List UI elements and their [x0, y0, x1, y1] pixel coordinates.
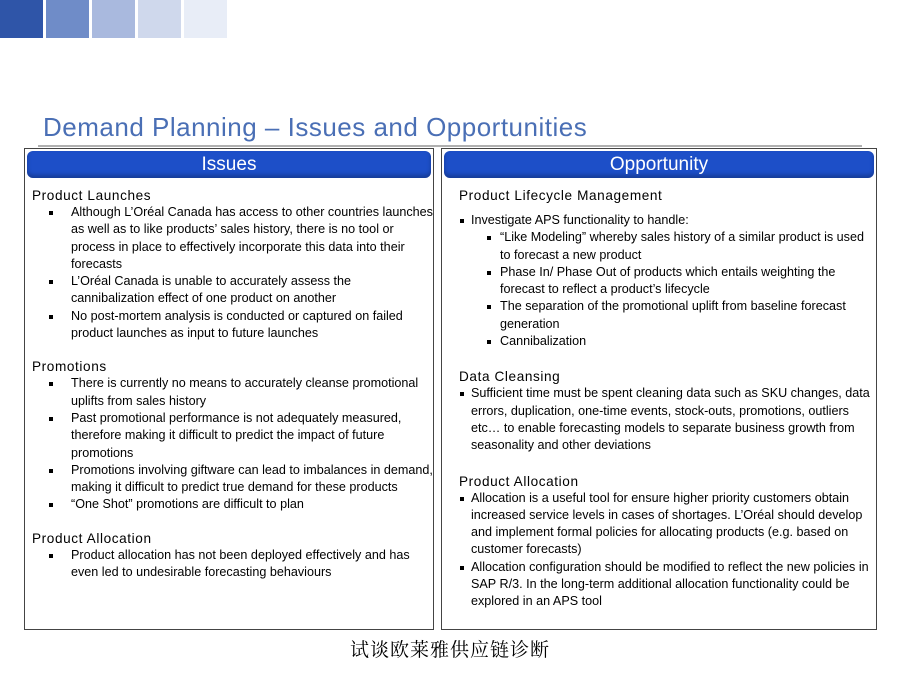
issues-header: Issues	[27, 151, 431, 178]
issues-content	[32, 187, 433, 581]
data-cleansing-list	[459, 385, 876, 454]
list-item: Although L’Oréal Canada has access to other countries launches as well as to like products’ sales history, there is no tool or process in place to effectively incorporate this data into their forecasts	[32, 204, 433, 273]
title-divider	[38, 145, 862, 147]
list-item: Investigate APS functionality to handle:	[459, 212, 876, 229]
decor-square-4	[138, 0, 181, 38]
opportunity-header: Opportunity	[444, 151, 874, 178]
lifecycle-title: Product Lifecycle Management	[459, 188, 663, 203]
opportunity-panel	[441, 148, 877, 630]
promotions-title: Promotions	[32, 359, 107, 375]
product-launches-title: Product Launches	[32, 188, 152, 203]
list-item: Sufficient time must be spent cleaning data such as SKU changes, data errors, duplication, one-time events, stock-outs, promotions, outliers etc… to enable forecasting models to separate business growth from seasonality and other deviations	[459, 385, 876, 454]
list-item: Promotions involving giftware can lead to imbalances in demand, making it difficult to predict true demand for these products	[32, 462, 433, 497]
decor-square-5	[184, 0, 227, 38]
list-item: The separation of the promotional uplift from baseline forecast generation	[459, 298, 876, 333]
list-item: Allocation configuration should be modified to reflect the new policies in SAP R/3. In the long-term additional allocation functionality could be explored in an APS tool	[459, 559, 876, 611]
opportunity-product-allocation-list	[459, 490, 876, 611]
list-item: Allocation is a useful tool for ensure higher priority customers obtain increased service levels in cases of shortages. L’Oréal should develop and implement formal policies for allocating products (e.g. based on customer forecasts)	[459, 490, 876, 559]
issues-product-allocation-title: Product Allocation	[32, 530, 152, 546]
list-item: Phase In/ Phase Out of products which entails weighting the forecast to reflect a product’s lifecycle	[459, 264, 876, 299]
list-item: Cannibalization	[459, 333, 876, 350]
list-item: No post-mortem analysis is conducted or captured on failed product launches as input to future launches	[32, 308, 433, 343]
lifecycle-sublist	[459, 229, 876, 350]
decor-square-1	[0, 0, 43, 38]
list-item: There is currently no means to accurately cleanse promotional uplifts from sales history	[32, 375, 433, 410]
opportunity-product-allocation-title: Product Allocation	[459, 473, 579, 489]
list-item: Product allocation has not been deployed effectively and has even led to undesirable forecasting behaviours	[32, 547, 433, 582]
product-launches-list	[32, 204, 433, 342]
slide-title: Demand Planning – Issues and Opportunities	[43, 112, 588, 142]
list-item: L’Oréal Canada is unable to accurately assess the cannibalization effect of one product on another	[32, 273, 433, 308]
lifecycle-list	[459, 212, 876, 229]
slide-footer: 试谈欧莱雅供应链诊断	[349, 639, 550, 661]
issues-panel	[24, 148, 434, 630]
data-cleansing-title: Data Cleansing	[459, 369, 561, 385]
promotions-list	[32, 375, 433, 513]
opportunity-content	[459, 187, 876, 611]
list-item: “One Shot” promotions are difficult to plan	[32, 496, 433, 513]
list-item: “Like Modeling” whereby sales history of a similar product is used to forecast a new product	[459, 229, 876, 264]
decor-square-3	[92, 0, 135, 38]
list-item: Past promotional performance is not adequately measured, therefore making it difficult to predict the impact of future promotions	[32, 410, 433, 462]
decor-square-2	[46, 0, 89, 38]
issues-product-allocation-list	[32, 547, 433, 582]
